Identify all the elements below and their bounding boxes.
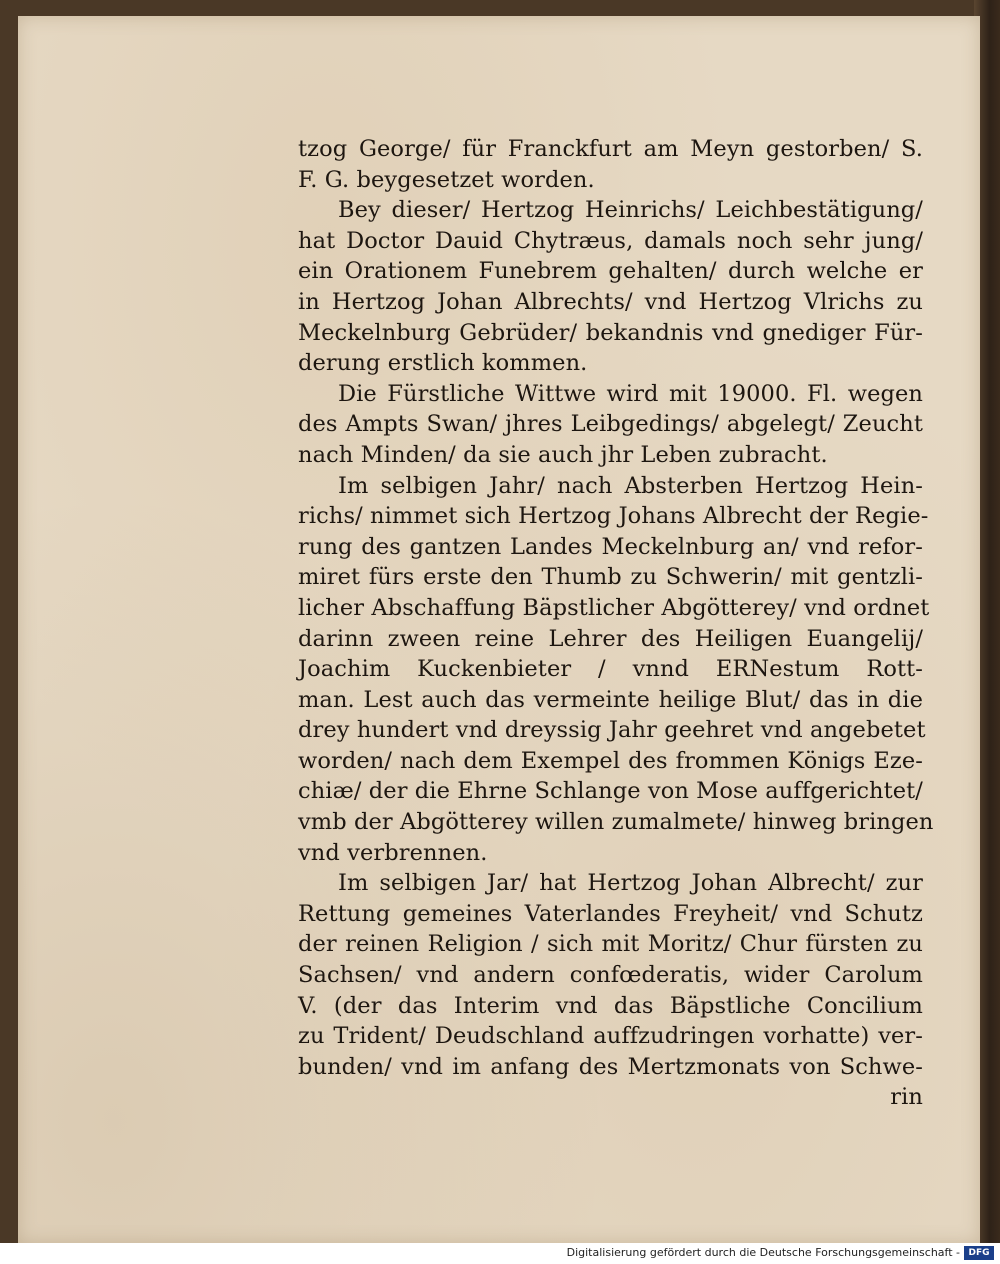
text-line-4: hat Doctor Dauid Chytræus, damals noch sehr jung/ [298,227,923,254]
text-line-25: Im selbigen Jar/ hat Hertzog Johan Albrecht/ zur [338,870,923,897]
text-line-2: F. G. beygesetzet worden. [298,166,595,193]
text-line-26: Rettung gemeines Vaterlandes Freyheit/ vnd Schutz [298,900,923,927]
text-line-13: richs/ nimmet sich Hertzog Johans Albrecht der Regie- [298,503,929,530]
text-line-21: worden/ nach dem Exempel des frommen Königs Eze- [298,747,923,774]
text-line-29: V. (der das Interim vnd das Bäpstliche Concilium [298,992,923,1019]
text-line-30: zu Trident/ Deudschland auffzudringen vorhatte) ver- [298,1023,923,1050]
text-line-22: chiæ/ der die Ehrne Schlange von Mose auffgerichtet/ [298,778,923,805]
dfg-logo-icon: DFG [964,1246,994,1260]
text-line-18: Joachim Kuckenbieter / vnnd ERNestum Rott- [298,656,923,683]
footer-bar [0,1243,1000,1264]
text-line-6: in Hertzog Johan Albrechts/ vnd Hertzog Vlrichs zu [298,288,923,315]
text-line-1: tzog George/ für Franckfurt am Meyn gestorben/ S. [298,136,923,162]
text-line-16: licher Abschaffung Bäpstlicher Abgötterey/ vnd ordnet [298,594,930,621]
text-line-20: drey hundert vnd dreyssig Jahr geehret vnd angebetet [298,717,926,744]
text-line-15: miret fürs erste den Thumb zu Schwerin/ mit gentzli- [298,564,923,591]
text-line-12: Im selbigen Jahr/ nach Absterben Hertzog Hein- [338,472,923,499]
text-line-27: der reinen Religion / sich mit Moritz/ Chur fürsten zu [298,931,923,958]
text-line-31: bunden/ vnd im anfang des Mertzmonats von Schwe- [298,1053,923,1080]
text-line-14: rung des gantzen Landes Meckelnburg an/ vnd refor- [298,533,923,560]
paper-page [18,16,980,1243]
text-line-3: Bey dieser/ Hertzog Heinrichs/ Leichbestätigung/ [338,197,923,224]
text-line-10: des Ampts Swan/ jhres Leibgedings/ abgelegt/ Zeucht [298,411,923,438]
text-line-23: vmb der Abgötterey willen zumalmete/ hinweg bringen [298,809,934,836]
text-line-8: derung erstlich kommen. [298,350,588,377]
text-line-28: Sachsen/ vnd andern confœderatis, wider Carolum [298,962,923,989]
catchword: rin [890,1084,923,1111]
document-text [298,134,934,1113]
funding-credit: Digitalisierung gefördert durch die Deutsche Forschungsgemeinschaft - [566,1246,960,1259]
text-line-9: Die Fürstliche Wittwe wird mit 19000. Fl. wegen [338,380,923,407]
text-line-5: ein Orationem Funebrem gehalten/ durch welche er [298,258,923,285]
text-line-7: Meckelnburg Gebrüder/ bekandnis vnd gnediger Für- [298,319,923,346]
text-line-24: vnd verbrennen. [298,839,488,866]
text-line-17: darinn zween reine Lehrer des Heiligen Euangelij/ [298,625,923,652]
text-line-19: man. Lest auch das vermeinte heilige Blut/ das in die [298,686,923,713]
text-line-11: nach Minden/ da sie auch jhr Leben zubracht. [298,441,828,468]
